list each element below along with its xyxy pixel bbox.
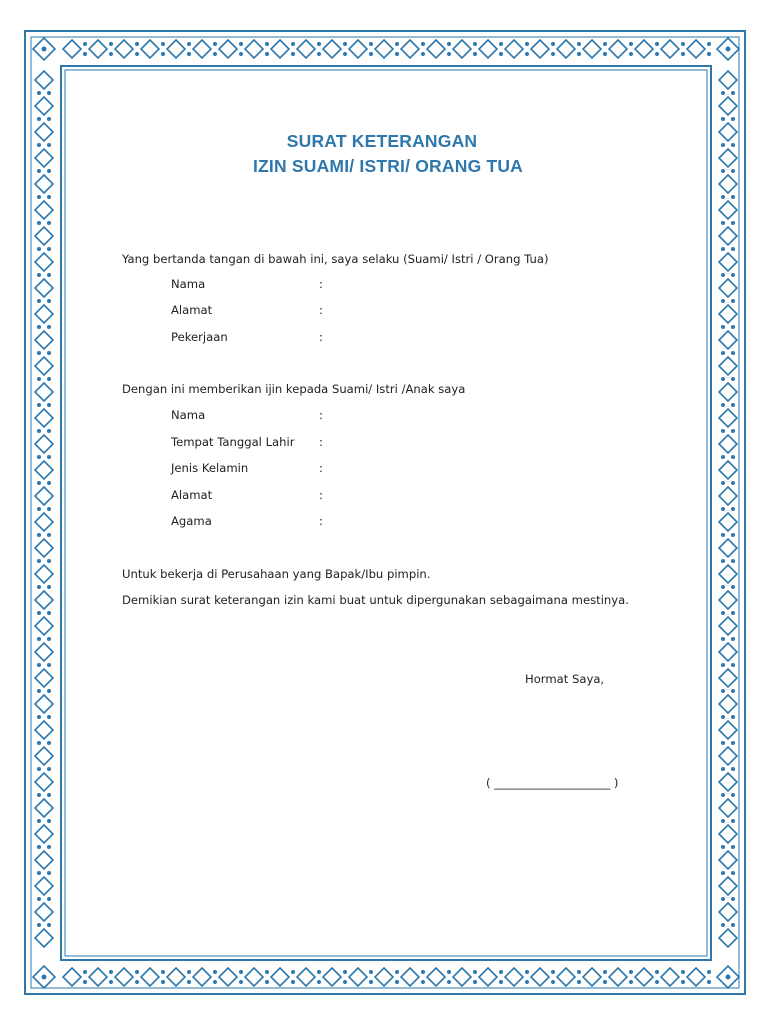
salutation: Hormat Saya,: [525, 672, 605, 686]
subject-address-colon: :: [319, 488, 323, 502]
document-title: SURAT KETERANGAN: [286, 131, 478, 151]
subject-name-label: Nama: [171, 408, 206, 422]
closing-text: Demikian surat keterangan izin kami buat untuk dipergunakan sebagaimana mestinya.: [122, 593, 629, 607]
permission-text: Dengan ini memberikan ijin kepada Suami/ Istri /Anak saya: [122, 382, 466, 396]
intro-text: Yang bertanda tangan di bawah ini, saya selaku (Suami/ Istri / Orang Tua): [122, 252, 549, 266]
signer-name-label: Nama: [171, 277, 206, 291]
signer-occupation-label: Pekerjaan: [171, 330, 228, 344]
subject-name-colon: :: [319, 408, 323, 422]
signer-address-label: Alamat: [171, 303, 213, 317]
signer-address-colon: :: [319, 303, 323, 317]
subject-birth-colon: :: [319, 435, 323, 449]
subject-birth-label: Tempat Tanggal Lahir: [171, 435, 295, 449]
signature-line: ( ____________________ ): [486, 776, 619, 790]
subject-religion-colon: :: [319, 514, 323, 528]
document-subtitle: IZIN SUAMI/ ISTRI/ ORANG TUA: [252, 156, 524, 176]
signer-occupation-colon: :: [319, 330, 323, 344]
subject-religion-label: Agama: [171, 514, 212, 528]
signer-name-colon: :: [319, 277, 323, 291]
subject-address-label: Alamat: [171, 488, 213, 502]
subject-gender-colon: :: [319, 461, 323, 475]
purpose-text: Untuk bekerja di Perusahaan yang Bapak/Ibu pimpin.: [122, 567, 431, 581]
subject-gender-label: Jenis Kelamin: [171, 461, 249, 475]
